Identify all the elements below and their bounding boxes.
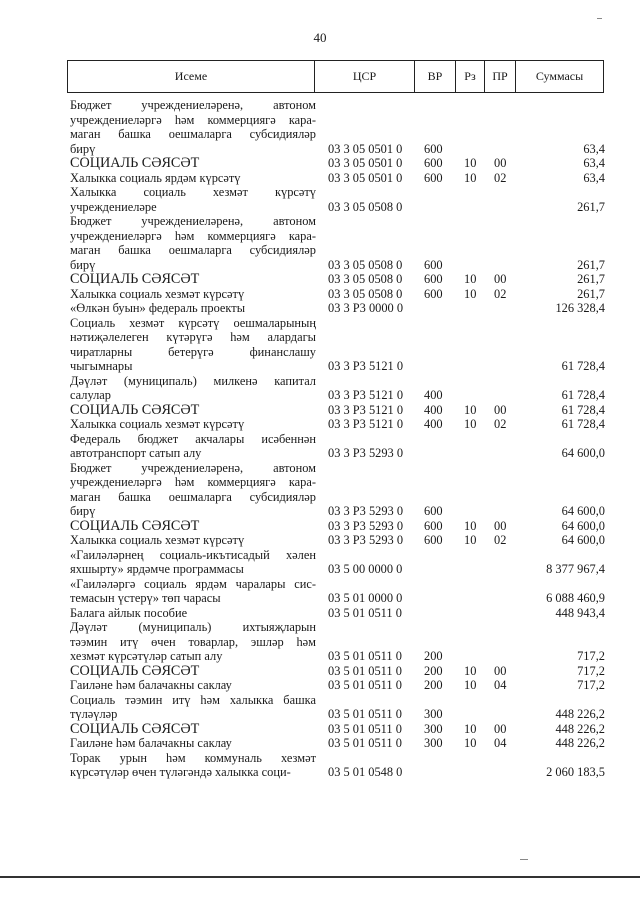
row-csr: 03 5 00 0000 0 — [328, 562, 403, 576]
row-name-line: чыгымнары — [70, 359, 133, 373]
row-name — [70, 620, 316, 664]
row-name-line: чиратларны бетерүгә финанслашу — [70, 344, 316, 359]
table-row — [70, 432, 605, 461]
row-name — [70, 548, 316, 577]
row-name — [70, 287, 316, 302]
row-name-line: учреждениеләргә һәм коммерциягә кара- — [70, 112, 316, 127]
row-name — [70, 301, 316, 316]
row-name-line: учреждениеләргә һәм коммерциягә кара- — [70, 475, 316, 489]
row-sum: 2 060 183,5 — [546, 765, 605, 779]
table-row — [70, 678, 605, 693]
row-csr: 03 5 01 0548 0 — [328, 765, 403, 779]
table-row — [70, 272, 605, 287]
table-row — [70, 722, 605, 737]
row-csr: 03 5 01 0511 0 — [328, 678, 402, 692]
row-name — [70, 272, 316, 287]
row-name-line: Халыкка социаль хезмәт күрсәтү — [70, 417, 245, 431]
row-vr: 200 — [424, 649, 443, 663]
row-sum: 63,4 — [583, 141, 605, 156]
row-sum: 126 328,4 — [555, 301, 605, 315]
page-bottom-border — [0, 876, 640, 878]
row-name-line: Балага айлык пособие — [70, 605, 188, 620]
table-row — [70, 185, 605, 214]
table-row — [70, 461, 605, 519]
row-csr: 03 5 01 0511 0 — [328, 663, 402, 678]
row-vr: 600 — [424, 518, 443, 533]
row-sum: 64 600,0 — [561, 446, 605, 460]
header-rz: Рз — [455, 60, 485, 93]
row-rz: 10 — [464, 402, 477, 417]
row-name-line: Халыкка социаль хезмәт күрсәтү — [70, 185, 316, 199]
row-csr: 03 3 05 0508 0 — [328, 272, 403, 286]
table-row — [70, 606, 605, 621]
row-sum: 261,7 — [577, 272, 605, 286]
row-name-line: тәэмин итү өчен товарлар, эшләр һәм — [70, 634, 316, 649]
row-name-line: Социаль хезмәт күрсәтү оешмаларының — [70, 315, 316, 330]
row-vr: 600 — [424, 156, 443, 170]
row-rz: 10 — [464, 170, 477, 185]
table-row — [70, 519, 605, 534]
row-vr: 400 — [424, 388, 443, 402]
row-vr: 600 — [424, 272, 443, 286]
row-csr: 03 3 P3 0000 0 — [328, 301, 404, 315]
row-name-line: Федераль бюджет акчалары исәбеннән — [70, 431, 316, 446]
row-name-line: бирү — [70, 141, 96, 156]
table-row — [70, 620, 605, 664]
row-name-line: Халыкка социаль хезмәт күрсәтү — [70, 533, 245, 547]
row-name-line: СОЦИАЛЬ СӘЯСӘТ — [70, 720, 200, 737]
row-name-line: «Гаиләләргә социаль ярдәм чаралары сис- — [70, 576, 316, 591]
row-csr: 03 3 P3 5121 0 — [328, 402, 404, 417]
row-name-line: Халыкка социаль хезмәт күрсәтү — [70, 286, 245, 301]
row-name — [70, 678, 316, 693]
row-name — [70, 736, 316, 751]
row-name — [70, 432, 316, 461]
row-sum: 261,7 — [577, 199, 605, 214]
row-rz: 10 — [464, 533, 477, 547]
row-sum: 448 943,4 — [555, 605, 605, 620]
row-sum: 717,2 — [577, 649, 605, 663]
row-vr: 600 — [424, 170, 443, 185]
row-csr: 03 5 01 0000 0 — [328, 591, 403, 605]
row-vr: 600 — [424, 141, 443, 156]
row-csr: 03 5 01 0511 0 — [328, 649, 402, 663]
row-sum: 448 226,2 — [555, 707, 605, 721]
row-csr: 03 3 P3 5293 0 — [328, 518, 404, 533]
table-row — [70, 98, 605, 156]
row-pr: 00 — [494, 518, 507, 533]
row-vr: 600 — [424, 257, 443, 272]
table-row — [70, 693, 605, 722]
row-name — [70, 185, 316, 214]
row-csr: 03 3 05 0501 0 — [328, 170, 403, 185]
row-name-line: Торак урын һәм коммуналь хезмәт — [70, 750, 316, 765]
row-name-line: бирү — [70, 257, 96, 272]
table-row — [70, 316, 605, 374]
row-pr: 00 — [494, 402, 507, 417]
row-pr: 00 — [494, 156, 507, 170]
row-name-line: Гаиләне һәм балачакны саклау — [70, 678, 232, 692]
row-name — [70, 214, 316, 272]
row-pr: 02 — [494, 417, 507, 431]
row-pr: 02 — [494, 170, 507, 185]
row-csr: 03 3 P3 5121 0 — [328, 388, 404, 402]
row-pr: 04 — [494, 678, 507, 692]
row-name-line: автотранспорт сатып алу — [70, 446, 202, 460]
row-name — [70, 519, 316, 534]
row-sum: 61 728,4 — [561, 417, 605, 431]
row-name — [70, 171, 316, 186]
table-row — [70, 374, 605, 403]
row-name-line: нәтиҗәлелеген күтәрүгә һәм алардагы — [70, 330, 316, 344]
row-name — [70, 722, 316, 737]
row-name-line: Бюджет учреждениеләренә, автоном — [70, 214, 316, 228]
table-row — [70, 533, 605, 548]
row-rz: 10 — [464, 286, 477, 301]
row-csr: 03 5 01 0511 0 — [328, 736, 402, 750]
row-rz: 10 — [464, 156, 477, 170]
row-name — [70, 751, 316, 780]
scan-mark — [597, 18, 602, 19]
row-csr: 03 3 05 0508 0 — [328, 286, 403, 301]
table-row — [70, 301, 605, 316]
row-sum: 717,2 — [577, 663, 605, 678]
row-sum: 6 088 460,9 — [546, 591, 605, 605]
row-vr: 600 — [424, 504, 443, 518]
row-sum: 61 728,4 — [561, 388, 605, 402]
row-rz: 10 — [464, 417, 477, 431]
row-pr: 04 — [494, 736, 507, 750]
row-name-line: Халыкка социаль ярдәм күрсәтү — [70, 170, 241, 185]
row-name — [70, 577, 316, 606]
table-row — [70, 403, 605, 418]
row-name-line: маган башка оешмаларга субсидияләр — [70, 489, 316, 504]
row-name — [70, 156, 316, 171]
table-row — [70, 751, 605, 780]
row-name-line: СОЦИАЛЬ СӘЯСӘТ — [70, 662, 200, 679]
scan-mark — [520, 859, 528, 860]
row-rz: 10 — [464, 518, 477, 533]
row-sum: 261,7 — [577, 286, 605, 301]
row-csr: 03 5 01 0511 0 — [328, 707, 402, 721]
row-name-line: маган башка оешмаларга субсидияләр — [70, 127, 316, 141]
row-name-line: Гаиләне һәм балачакны саклау — [70, 736, 232, 750]
row-pr: 00 — [494, 272, 507, 286]
table-row — [70, 548, 605, 577]
row-name — [70, 417, 316, 432]
row-sum: 8 377 967,4 — [546, 562, 605, 576]
row-name — [70, 664, 316, 679]
row-csr: 03 5 01 0511 0 — [328, 605, 402, 620]
row-vr: 400 — [424, 402, 443, 417]
row-name-line: «Гаиләләрнең социаль-икътисадый хәлен — [70, 547, 316, 562]
row-rz: 10 — [464, 678, 477, 692]
row-csr: 03 3 P3 5293 0 — [328, 533, 404, 547]
row-sum: 64 600,0 — [561, 504, 605, 518]
row-name — [70, 606, 316, 621]
row-rz: 10 — [464, 721, 477, 736]
row-name-line: Дәүләт (муниципаль) ихтыяҗларын — [70, 620, 316, 634]
row-pr: 02 — [494, 286, 507, 301]
row-name-line: Социаль тәэмин итү һәм халыкка башка — [70, 692, 316, 707]
row-csr: 03 3 05 0508 0 — [328, 257, 403, 272]
table-header — [68, 60, 605, 93]
row-name — [70, 374, 316, 403]
row-csr: 03 3 P3 5121 0 — [328, 417, 404, 431]
row-name-line: СОЦИАЛЬ СӘЯСӘТ — [70, 155, 200, 171]
row-sum: 64 600,0 — [561, 518, 605, 533]
row-vr: 300 — [424, 707, 443, 721]
row-csr: 03 3 05 0501 0 — [328, 156, 403, 170]
row-name-line: Бюджет учреждениеләренә, автоном — [70, 460, 316, 475]
row-vr: 600 — [424, 286, 443, 301]
row-name-line: СОЦИАЛЬ СӘЯСӘТ — [70, 517, 200, 534]
row-name — [70, 403, 316, 418]
row-name — [70, 98, 316, 156]
row-name-line: темасын үстерү» төп чарасы — [70, 591, 221, 605]
row-csr: 03 3 P3 5293 0 — [328, 446, 404, 460]
row-name-line: хезмәт күрсәтүләр сатып алу — [70, 649, 223, 663]
row-csr: 03 5 01 0511 0 — [328, 721, 402, 736]
table-row — [70, 577, 605, 606]
table-row — [70, 214, 605, 272]
row-name-line: учреждениеләре — [70, 199, 157, 214]
row-name-line: күрсәтүләр өчен түләгәндә халыкка соци- — [70, 765, 291, 779]
row-pr: 02 — [494, 533, 507, 547]
row-name — [70, 693, 316, 722]
row-name-line: маган башка оешмаларга субсидияләр — [70, 243, 316, 257]
row-vr: 400 — [424, 417, 443, 431]
row-sum: 448 226,2 — [555, 721, 605, 736]
row-csr: 03 3 05 0508 0 — [328, 199, 403, 214]
row-pr: 00 — [494, 721, 507, 736]
row-name-line: СОЦИАЛЬ СӘЯСӘТ — [70, 271, 200, 287]
header-name: Исеме — [67, 60, 315, 93]
row-name — [70, 533, 316, 548]
row-sum: 261,7 — [577, 257, 605, 272]
row-csr: 03 3 P3 5121 0 — [328, 359, 404, 373]
row-name-line: салулар — [70, 388, 111, 402]
table-row — [70, 417, 605, 432]
row-sum: 61 728,4 — [561, 359, 605, 373]
row-rz: 10 — [464, 663, 477, 678]
row-name-line: бирү — [70, 504, 96, 518]
row-vr: 300 — [424, 736, 443, 750]
header-csr: ЦСР — [314, 60, 415, 93]
table-row — [70, 287, 605, 302]
row-name-line: «Өлкән буын» федераль проекты — [70, 301, 246, 315]
header-vr: ВР — [414, 60, 456, 93]
header-pr: ПР — [484, 60, 516, 93]
row-sum: 64 600,0 — [561, 533, 605, 547]
row-sum: 61 728,4 — [561, 402, 605, 417]
row-csr: 03 3 P3 5293 0 — [328, 504, 404, 518]
row-name-line: Дәүләт (муниципаль) милкенә капитал — [70, 373, 316, 388]
table-row — [70, 736, 605, 751]
row-sum: 63,4 — [583, 170, 605, 185]
row-pr: 00 — [494, 663, 507, 678]
row-rz: 10 — [464, 272, 477, 286]
table-row — [70, 171, 605, 186]
table-row — [70, 156, 605, 171]
table-body — [70, 98, 605, 780]
row-vr: 200 — [424, 663, 443, 678]
row-csr: 03 3 05 0501 0 — [328, 141, 403, 156]
row-name — [70, 316, 316, 374]
row-rz: 10 — [464, 736, 477, 750]
row-sum: 717,2 — [577, 678, 605, 692]
row-sum: 63,4 — [583, 156, 605, 170]
row-sum: 448 226,2 — [555, 736, 605, 750]
row-name-line: түләүләр — [70, 707, 118, 721]
table-row — [70, 664, 605, 679]
header-sum: Суммасы — [515, 60, 604, 93]
row-vr: 300 — [424, 721, 443, 736]
row-name-line: яхшырту» ярдәмче программасы — [70, 562, 244, 576]
row-vr: 600 — [424, 533, 443, 547]
row-name-line: Бюджет учреждениеләренә, автоном — [70, 98, 316, 112]
row-name — [70, 461, 316, 519]
row-vr: 200 — [424, 678, 443, 692]
page-number: 40 — [313, 30, 327, 45]
row-name-line: учреждениеләргә һәм коммерциягә кара- — [70, 228, 316, 243]
row-name-line: СОЦИАЛЬ СӘЯСӘТ — [70, 401, 200, 418]
